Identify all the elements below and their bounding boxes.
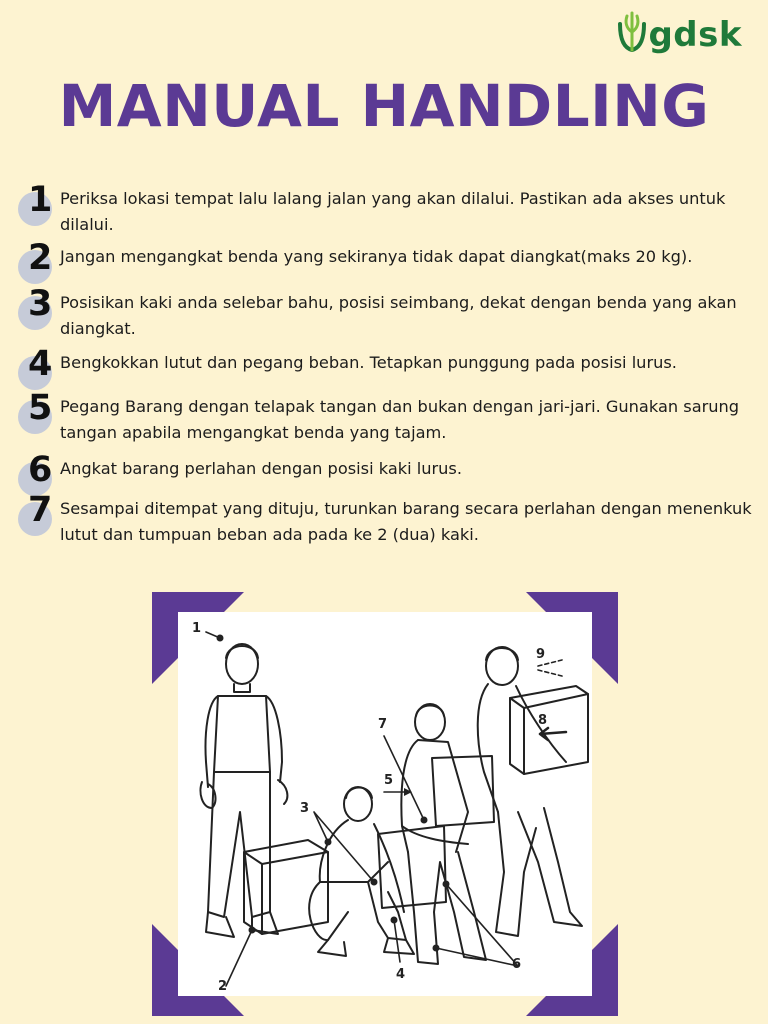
figure-squatting-man [309, 787, 414, 956]
step-number: 2 [28, 238, 53, 278]
step-number: 5 [28, 388, 53, 428]
step-item [18, 284, 758, 338]
step-number: 4 [28, 344, 53, 384]
illustration-label: 4 [396, 967, 406, 982]
illustration-panel [178, 612, 592, 996]
step-number: 3 [28, 284, 53, 324]
step-item [18, 180, 758, 234]
step-text: Pegang Barang dengan telapak tangan dan bukan dengan jari-jari. Gunakan sarung tangan apabila mengangkat benda yang tajam. [60, 397, 740, 442]
logo-text: gdsk [648, 15, 742, 55]
lifting-illustration [178, 612, 592, 996]
step-number: 7 [28, 490, 53, 530]
step-text: Angkat barang perlahan dengan posisi kaki lurus. [60, 459, 463, 478]
step-text: Periksa lokasi tempat lalu lalang jalan yang akan dilalui. Pastikan ada akses untuk dilalui. [60, 189, 726, 234]
leaf-logo-icon [614, 10, 650, 56]
step-item [18, 238, 758, 292]
illustration-label: 1 [192, 621, 202, 636]
step-item [18, 490, 758, 544]
step-number: 1 [28, 180, 53, 220]
step-text: Bengkokkan lutut dan pegang beban. Tetapkan punggung pada posisi lurus. [60, 353, 677, 372]
illustration-label: 6 [512, 957, 522, 972]
illustration-label: 2 [218, 979, 228, 994]
brand-logo [614, 10, 742, 56]
illustration-label: 5 [384, 773, 394, 788]
page-title: MANUAL HANDLING [58, 72, 710, 140]
step-item [18, 344, 758, 398]
illustration-label: 3 [300, 801, 310, 816]
step-text: Sesampai ditempat yang dituju, turunkan barang secara perlahan dengan menenkuk lutut dan tumpuan beban ada pada ke 2 (dua) kaki. [60, 499, 752, 544]
step-text: Jangan mengangkat benda yang sekiranya tidak dapat diangkat(maks 20 kg). [60, 247, 693, 266]
step-item [18, 388, 758, 442]
illustration-label: 9 [536, 647, 546, 662]
step-text: Posisikan kaki anda selebar bahu, posisi seimbang, dekat dengan benda yang akan diangkat. [60, 293, 737, 338]
illustration-label: 7 [378, 717, 388, 732]
illustration-frame [152, 592, 618, 1016]
illustration-label: 8 [538, 713, 548, 728]
step-number: 6 [28, 450, 53, 490]
